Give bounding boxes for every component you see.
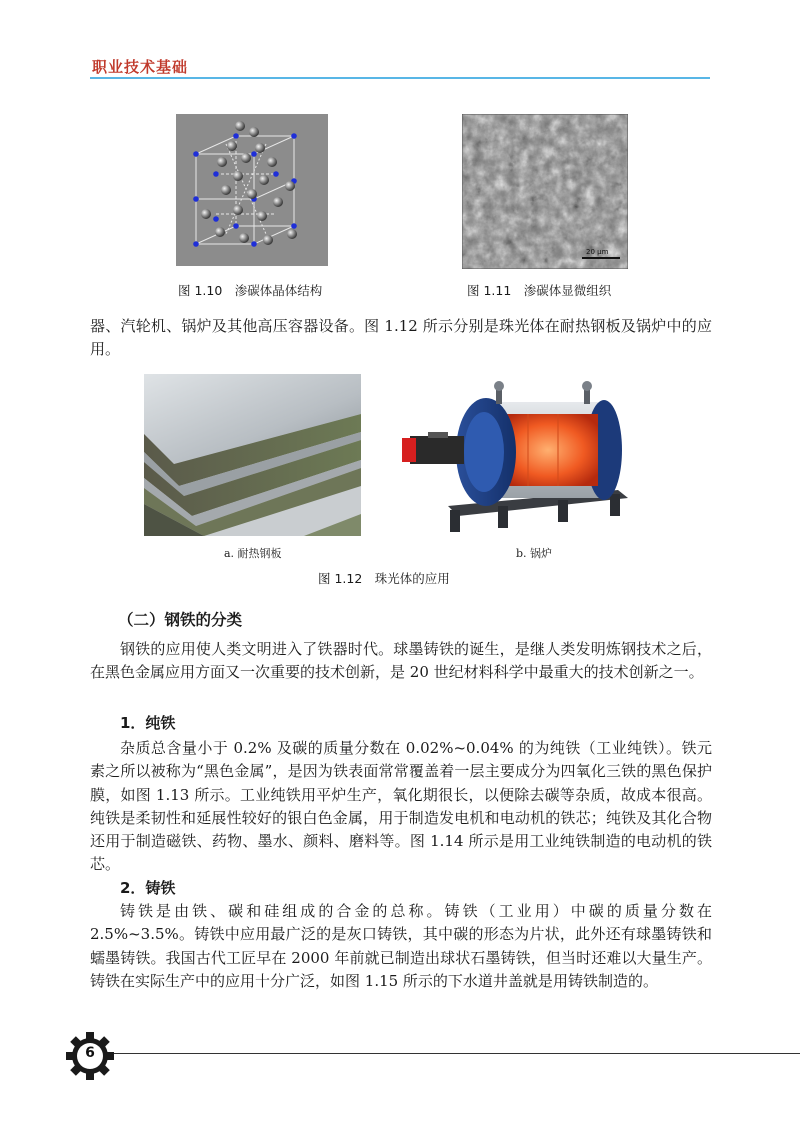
figure-cementite-crystal-structure xyxy=(176,114,328,266)
running-header: 职业技术基础 xyxy=(92,58,189,76)
header-rule xyxy=(90,77,710,79)
figure-boiler xyxy=(388,374,638,544)
page-number: 6 xyxy=(85,1045,95,1061)
figure-1-10-caption: 图 1.10 渗碳体晶体结构 xyxy=(178,283,323,298)
figure-heat-resistant-steel-plates xyxy=(144,374,361,536)
paragraph-continued: 器、汽轮机、锅炉及其他高压容器设备。图 1.12 所示分别是珠光体在耐热钢板及锅炉中的应用。 xyxy=(90,317,712,359)
section-heading-steel-classification: （二）钢铁的分类 xyxy=(118,611,243,629)
subheading-cast-iron: 2．铸铁 xyxy=(120,879,176,897)
figure-1-11-caption: 图 1.11 渗碳体显微组织 xyxy=(467,283,612,298)
figure-cementite-micrograph xyxy=(462,114,628,269)
footer-rule xyxy=(108,1053,800,1054)
paragraph-cast-iron: 铸铁是由铁、碳和硅组成的合金的总称。铸铁（工业用）中碳的质量分数在 2.5%~3.5%。铸铁中应用最广泛的是灰口铸铁，其中碳的形态为片状，此外还有球墨铸铁和蠕墨铸铁。我国古代工匠早在 2000 年前就已制造出球状石墨铸铁，但当时还难以大量生产。铸铁在实际生产中的应用十分广泛，如图 1.15 所示的下水道井盖就是用铸铁制造的。 xyxy=(90,902,712,990)
subheading-pure-iron: 1．纯铁 xyxy=(120,714,176,732)
paragraph-pure-iron: 杂质总含量小于 0.2% 及碳的质量分数在 0.02%~0.04% 的为纯铁（工业纯铁）。铁元素之所以被称为“黑色金属”，是因为铁表面常常覆盖着一层主要成分为四氧化三铁的黑色保护膜，如图 1.13 所示。工业纯铁用平炉生产，氧化期很长，以便除去碳等杂质，故成本很高。纯铁是柔韧性和延展性较好的银白色金属，用于制造发电机和电动机的铁芯；纯铁及其化合物还用于制造磁铁、药物、墨水、颜料、磨料等。图 1.14 所示是用工业纯铁制造的电动机的铁芯。 xyxy=(90,739,712,874)
figure-1-12-caption: 图 1.12 珠光体的应用 xyxy=(318,571,450,586)
paragraph-intro: 钢铁的应用使人类文明进入了铁器时代。球墨铸铁的诞生，是继人类发明炼钢技术之后，在黑色金属应用方面又一次重要的技术创新，是 20 世纪材料科学中最重大的技术创新之一。 xyxy=(90,640,712,682)
micrograph-scale-label: 20 μm xyxy=(586,248,609,256)
figure-1-12a-subcaption: a. 耐热钢板 xyxy=(224,547,282,560)
figure-1-12b-subcaption: b. 锅炉 xyxy=(516,547,553,560)
